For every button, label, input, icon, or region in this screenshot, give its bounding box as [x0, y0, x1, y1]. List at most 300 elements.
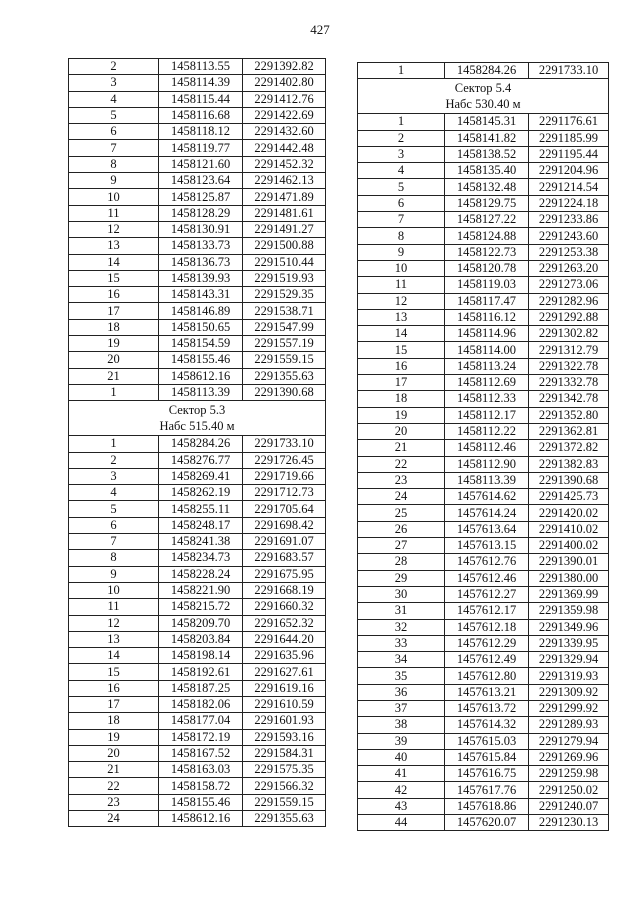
y-coordinate-cell: 2291309.92 — [529, 684, 609, 700]
table-row — [69, 745, 326, 761]
table-row — [358, 342, 609, 358]
y-coordinate-cell: 2291352.80 — [529, 407, 609, 423]
x-coordinate-cell: 1457612.80 — [445, 668, 529, 684]
y-coordinate-cell: 2291719.66 — [243, 468, 326, 484]
point-number-cell: 5 — [358, 179, 445, 195]
table-row — [69, 254, 326, 270]
table-row — [358, 554, 609, 570]
point-number-cell: 44 — [358, 815, 445, 831]
x-coordinate-cell: 1458112.90 — [445, 456, 529, 472]
table-row — [358, 619, 609, 635]
point-number-cell: 4 — [69, 91, 159, 107]
y-coordinate-cell: 2291627.61 — [243, 664, 326, 680]
y-coordinate-cell: 2291185.99 — [529, 130, 609, 146]
y-coordinate-cell: 2291705.64 — [243, 501, 326, 517]
x-coordinate-cell: 1458248.17 — [159, 517, 243, 533]
y-coordinate-cell: 2291176.61 — [529, 114, 609, 130]
y-coordinate-cell: 2291566.32 — [243, 778, 326, 794]
table-row — [358, 163, 609, 179]
point-number-cell: 2 — [69, 452, 159, 468]
table-row — [358, 538, 609, 554]
x-coordinate-cell: 1457615.03 — [445, 733, 529, 749]
x-coordinate-cell: 1458255.11 — [159, 501, 243, 517]
x-coordinate-cell: 1458135.40 — [445, 163, 529, 179]
y-coordinate-cell: 2291635.96 — [243, 648, 326, 664]
sector-title: Сектор 5.4 — [454, 81, 512, 96]
y-coordinate-cell: 2291292.88 — [529, 309, 609, 325]
point-number-cell: 9 — [69, 566, 159, 582]
y-coordinate-cell: 2291349.96 — [529, 619, 609, 635]
x-coordinate-cell: 1457616.75 — [445, 766, 529, 782]
table-row — [358, 244, 609, 260]
y-coordinate-cell: 2291390.01 — [529, 554, 609, 570]
y-coordinate-cell: 2291510.44 — [243, 254, 326, 270]
x-coordinate-cell: 1458187.25 — [159, 680, 243, 696]
y-coordinate-cell: 2291359.98 — [529, 603, 609, 619]
point-number-cell: 6 — [358, 195, 445, 211]
x-coordinate-cell: 1458177.04 — [159, 713, 243, 729]
x-coordinate-cell: 1458141.82 — [445, 130, 529, 146]
y-coordinate-cell: 2291400.02 — [529, 538, 609, 554]
y-coordinate-cell: 2291593.16 — [243, 729, 326, 745]
table-row — [358, 212, 609, 228]
table-row — [358, 815, 609, 831]
point-number-cell: 40 — [358, 749, 445, 765]
x-coordinate-cell: 1458132.48 — [445, 179, 529, 195]
table-row — [69, 436, 326, 452]
table-row — [358, 407, 609, 423]
point-number-cell: 16 — [69, 680, 159, 696]
table-row — [358, 228, 609, 244]
x-coordinate-cell: 1458125.87 — [159, 189, 243, 205]
y-coordinate-cell: 2291683.57 — [243, 550, 326, 566]
x-coordinate-cell: 1457612.49 — [445, 652, 529, 668]
sector-header-row — [358, 79, 609, 114]
point-number-cell: 16 — [69, 287, 159, 303]
y-coordinate-cell: 2291319.93 — [529, 668, 609, 684]
table-row — [358, 749, 609, 765]
point-number-cell: 37 — [358, 700, 445, 716]
y-coordinate-cell: 2291442.48 — [243, 140, 326, 156]
x-coordinate-cell: 1458155.46 — [159, 794, 243, 810]
x-coordinate-cell: 1458203.84 — [159, 631, 243, 647]
point-number-cell: 26 — [358, 521, 445, 537]
y-coordinate-cell: 2291402.80 — [243, 75, 326, 91]
table-row — [358, 782, 609, 798]
table-row — [69, 517, 326, 533]
point-number-cell: 11 — [358, 277, 445, 293]
x-coordinate-cell: 1458124.88 — [445, 228, 529, 244]
x-coordinate-cell: 1458128.29 — [159, 205, 243, 221]
x-coordinate-cell: 1457612.17 — [445, 603, 529, 619]
x-coordinate-cell: 1457613.64 — [445, 521, 529, 537]
x-coordinate-cell: 1458113.39 — [445, 472, 529, 488]
y-coordinate-cell: 2291584.31 — [243, 745, 326, 761]
point-number-cell: 12 — [69, 615, 159, 631]
sector-title: Сектор 5.3 — [168, 403, 226, 418]
point-number-cell: 10 — [358, 260, 445, 276]
table-row — [69, 680, 326, 696]
x-coordinate-cell: 1458114.96 — [445, 326, 529, 342]
y-coordinate-cell: 2291559.15 — [243, 352, 326, 368]
x-coordinate-cell: 1457618.86 — [445, 798, 529, 814]
point-number-cell: 41 — [358, 766, 445, 782]
table-row — [69, 452, 326, 468]
y-coordinate-cell: 2291362.81 — [529, 423, 609, 439]
x-coordinate-cell: 1457613.21 — [445, 684, 529, 700]
table-row — [69, 762, 326, 778]
y-coordinate-cell: 2291259.98 — [529, 766, 609, 782]
y-coordinate-cell: 2291557.19 — [243, 336, 326, 352]
table-row — [69, 352, 326, 368]
point-number-cell: 27 — [358, 538, 445, 554]
point-number-cell: 19 — [69, 729, 159, 745]
x-coordinate-cell: 1458154.59 — [159, 336, 243, 352]
table-row — [358, 505, 609, 521]
table-row — [69, 778, 326, 794]
y-coordinate-cell: 2291519.93 — [243, 270, 326, 286]
x-coordinate-cell: 1458133.73 — [159, 238, 243, 254]
point-number-cell: 18 — [69, 319, 159, 335]
y-coordinate-cell: 2291302.82 — [529, 326, 609, 342]
table-row — [69, 189, 326, 205]
y-coordinate-cell: 2291312.79 — [529, 342, 609, 358]
table-row — [69, 287, 326, 303]
x-coordinate-cell: 1457614.24 — [445, 505, 529, 521]
y-coordinate-cell: 2291471.89 — [243, 189, 326, 205]
y-coordinate-cell: 2291668.19 — [243, 582, 326, 598]
x-coordinate-cell: 1458120.78 — [445, 260, 529, 276]
y-coordinate-cell: 2291195.44 — [529, 146, 609, 162]
sector-header — [358, 79, 609, 114]
y-coordinate-cell: 2291253.38 — [529, 244, 609, 260]
x-coordinate-cell: 1458182.06 — [159, 696, 243, 712]
point-number-cell: 21 — [69, 368, 159, 384]
y-coordinate-cell: 2291425.73 — [529, 489, 609, 505]
point-number-cell: 7 — [358, 212, 445, 228]
y-coordinate-cell: 2291230.13 — [529, 815, 609, 831]
x-coordinate-cell: 1457613.15 — [445, 538, 529, 554]
table-row — [69, 59, 326, 75]
table-row — [358, 798, 609, 814]
y-coordinate-cell: 2291410.02 — [529, 521, 609, 537]
y-coordinate-cell: 2291390.68 — [529, 472, 609, 488]
x-coordinate-cell: 1457613.72 — [445, 700, 529, 716]
table-row — [69, 205, 326, 221]
x-coordinate-cell: 1458129.75 — [445, 195, 529, 211]
y-coordinate-cell: 2291698.42 — [243, 517, 326, 533]
x-coordinate-cell: 1458136.73 — [159, 254, 243, 270]
point-number-cell: 9 — [358, 244, 445, 260]
y-coordinate-cell: 2291382.83 — [529, 456, 609, 472]
point-number-cell: 2 — [358, 130, 445, 146]
x-coordinate-cell: 1458138.52 — [445, 146, 529, 162]
point-number-cell: 39 — [358, 733, 445, 749]
x-coordinate-cell: 1458612.16 — [159, 368, 243, 384]
y-coordinate-cell: 2291250.02 — [529, 782, 609, 798]
point-number-cell: 1 — [69, 384, 159, 400]
y-coordinate-cell: 2291289.93 — [529, 717, 609, 733]
point-number-cell: 20 — [358, 423, 445, 439]
x-coordinate-cell: 1458215.72 — [159, 599, 243, 615]
y-coordinate-cell: 2291481.61 — [243, 205, 326, 221]
table-row — [69, 107, 326, 123]
x-coordinate-cell: 1458228.24 — [159, 566, 243, 582]
table-row — [358, 521, 609, 537]
x-coordinate-cell: 1458115.44 — [159, 91, 243, 107]
x-coordinate-cell: 1458221.90 — [159, 582, 243, 598]
table-row — [69, 91, 326, 107]
table-row — [69, 534, 326, 550]
table-row — [69, 615, 326, 631]
x-coordinate-cell: 1457612.27 — [445, 586, 529, 602]
point-number-cell: 9 — [69, 173, 159, 189]
point-number-cell: 32 — [358, 619, 445, 635]
point-number-cell: 7 — [69, 140, 159, 156]
y-coordinate-cell: 2291279.94 — [529, 733, 609, 749]
x-coordinate-cell: 1458167.52 — [159, 745, 243, 761]
y-coordinate-cell: 2291233.86 — [529, 212, 609, 228]
table-row — [69, 368, 326, 384]
y-coordinate-cell: 2291529.35 — [243, 287, 326, 303]
x-coordinate-cell: 1458112.46 — [445, 440, 529, 456]
point-number-cell: 38 — [358, 717, 445, 733]
table-row — [358, 391, 609, 407]
y-coordinate-cell: 2291355.63 — [243, 811, 326, 827]
point-number-cell: 4 — [358, 163, 445, 179]
point-number-cell: 22 — [69, 778, 159, 794]
point-number-cell: 15 — [69, 664, 159, 680]
point-number-cell: 20 — [69, 745, 159, 761]
point-number-cell: 12 — [358, 293, 445, 309]
x-coordinate-cell: 1458114.00 — [445, 342, 529, 358]
y-coordinate-cell: 2291329.94 — [529, 652, 609, 668]
table-row — [69, 811, 326, 827]
y-coordinate-cell: 2291214.54 — [529, 179, 609, 195]
x-coordinate-cell: 1458112.33 — [445, 391, 529, 407]
x-coordinate-cell: 1458117.47 — [445, 293, 529, 309]
point-number-cell: 34 — [358, 652, 445, 668]
y-coordinate-cell: 2291204.96 — [529, 163, 609, 179]
point-number-cell: 4 — [69, 485, 159, 501]
x-coordinate-cell: 1458112.17 — [445, 407, 529, 423]
y-coordinate-cell: 2291675.95 — [243, 566, 326, 582]
table-row — [358, 440, 609, 456]
point-number-cell: 30 — [358, 586, 445, 602]
table-row — [358, 293, 609, 309]
x-coordinate-cell: 1457617.76 — [445, 782, 529, 798]
table-row — [358, 358, 609, 374]
x-coordinate-cell: 1458121.60 — [159, 156, 243, 172]
point-number-cell: 19 — [358, 407, 445, 423]
y-coordinate-cell: 2291491.27 — [243, 221, 326, 237]
y-coordinate-cell: 2291652.32 — [243, 615, 326, 631]
point-number-cell: 7 — [69, 534, 159, 550]
table-row — [358, 309, 609, 325]
table-row — [358, 326, 609, 342]
y-coordinate-cell: 2291462.13 — [243, 173, 326, 189]
y-coordinate-cell: 2291282.96 — [529, 293, 609, 309]
point-number-cell: 14 — [358, 326, 445, 342]
y-coordinate-cell: 2291619.16 — [243, 680, 326, 696]
table-row — [358, 114, 609, 130]
point-number-cell: 19 — [69, 336, 159, 352]
point-number-cell: 17 — [69, 303, 159, 319]
table-row — [69, 550, 326, 566]
y-coordinate-cell: 2291452.32 — [243, 156, 326, 172]
point-number-cell: 15 — [69, 270, 159, 286]
sector-elevation: Набс 530.40 м — [445, 97, 521, 112]
table-row — [69, 156, 326, 172]
y-coordinate-cell: 2291339.95 — [529, 635, 609, 651]
y-coordinate-cell: 2291538.71 — [243, 303, 326, 319]
y-coordinate-cell: 2291392.82 — [243, 59, 326, 75]
x-coordinate-cell: 1458119.03 — [445, 277, 529, 293]
table-row — [358, 603, 609, 619]
point-number-cell: 3 — [69, 75, 159, 91]
x-coordinate-cell: 1458269.41 — [159, 468, 243, 484]
table-row — [69, 319, 326, 335]
point-number-cell: 29 — [358, 570, 445, 586]
point-number-cell: 31 — [358, 603, 445, 619]
point-number-cell: 18 — [69, 713, 159, 729]
table-row — [358, 195, 609, 211]
table-row — [69, 468, 326, 484]
point-number-cell: 20 — [69, 352, 159, 368]
point-number-cell: 6 — [69, 124, 159, 140]
point-number-cell: 3 — [358, 146, 445, 162]
table-row — [358, 733, 609, 749]
x-coordinate-cell: 1458116.12 — [445, 309, 529, 325]
point-number-cell: 23 — [69, 794, 159, 810]
table-row — [69, 501, 326, 517]
y-coordinate-cell: 2291733.10 — [529, 63, 609, 79]
x-coordinate-cell: 1458112.22 — [445, 423, 529, 439]
point-number-cell: 2 — [69, 59, 159, 75]
table-row — [69, 124, 326, 140]
sector-header — [69, 401, 326, 436]
table-row — [69, 794, 326, 810]
y-coordinate-cell: 2291660.32 — [243, 599, 326, 615]
y-coordinate-cell: 2291712.73 — [243, 485, 326, 501]
table-row — [358, 570, 609, 586]
x-coordinate-cell: 1457614.62 — [445, 489, 529, 505]
table-row — [358, 652, 609, 668]
x-coordinate-cell: 1458113.24 — [445, 358, 529, 374]
page-number: 427 — [310, 22, 330, 37]
sector-header-row — [69, 401, 326, 436]
table-row — [69, 270, 326, 286]
y-coordinate-cell: 2291263.20 — [529, 260, 609, 276]
point-number-cell: 11 — [69, 205, 159, 221]
y-coordinate-cell: 2291575.35 — [243, 762, 326, 778]
table-row — [69, 173, 326, 189]
table-row — [69, 384, 326, 400]
x-coordinate-cell: 1458276.77 — [159, 452, 243, 468]
x-coordinate-cell: 1457612.46 — [445, 570, 529, 586]
x-coordinate-cell: 1458127.22 — [445, 212, 529, 228]
x-coordinate-cell: 1458150.65 — [159, 319, 243, 335]
x-coordinate-cell: 1458172.19 — [159, 729, 243, 745]
point-number-cell: 28 — [358, 554, 445, 570]
point-number-cell: 13 — [69, 631, 159, 647]
y-coordinate-cell: 2291243.60 — [529, 228, 609, 244]
table-row — [358, 700, 609, 716]
y-coordinate-cell: 2291342.78 — [529, 391, 609, 407]
y-coordinate-cell: 2291322.78 — [529, 358, 609, 374]
point-number-cell: 8 — [69, 550, 159, 566]
table-row — [358, 146, 609, 162]
table-row — [69, 696, 326, 712]
y-coordinate-cell: 2291547.99 — [243, 319, 326, 335]
point-number-cell: 1 — [358, 63, 445, 79]
x-coordinate-cell: 1457612.76 — [445, 554, 529, 570]
x-coordinate-cell: 1458122.73 — [445, 244, 529, 260]
x-coordinate-cell: 1458130.91 — [159, 221, 243, 237]
table-row — [69, 648, 326, 664]
x-coordinate-cell: 1458112.69 — [445, 375, 529, 391]
table-row — [358, 635, 609, 651]
point-number-cell: 17 — [69, 696, 159, 712]
y-coordinate-cell: 2291733.10 — [243, 436, 326, 452]
x-coordinate-cell: 1458612.16 — [159, 811, 243, 827]
table-row — [358, 668, 609, 684]
point-number-cell: 1 — [69, 436, 159, 452]
point-number-cell: 24 — [358, 489, 445, 505]
x-coordinate-cell: 1458284.26 — [159, 436, 243, 452]
x-coordinate-cell: 1458119.77 — [159, 140, 243, 156]
x-coordinate-cell: 1458209.70 — [159, 615, 243, 631]
x-coordinate-cell: 1458198.14 — [159, 648, 243, 664]
point-number-cell: 42 — [358, 782, 445, 798]
table-row — [69, 713, 326, 729]
table-row — [358, 684, 609, 700]
point-number-cell: 10 — [69, 582, 159, 598]
table-row — [358, 277, 609, 293]
x-coordinate-cell: 1458113.39 — [159, 384, 243, 400]
x-coordinate-cell: 1458284.26 — [445, 63, 529, 79]
y-coordinate-cell: 2291299.92 — [529, 700, 609, 716]
x-coordinate-cell: 1457612.18 — [445, 619, 529, 635]
y-coordinate-cell: 2291500.88 — [243, 238, 326, 254]
table-row — [358, 260, 609, 276]
y-coordinate-cell: 2291372.82 — [529, 440, 609, 456]
y-coordinate-cell: 2291332.78 — [529, 375, 609, 391]
y-coordinate-cell: 2291224.18 — [529, 195, 609, 211]
x-coordinate-cell: 1458113.55 — [159, 59, 243, 75]
x-coordinate-cell: 1457612.29 — [445, 635, 529, 651]
point-number-cell: 43 — [358, 798, 445, 814]
y-coordinate-cell: 2291601.93 — [243, 713, 326, 729]
point-number-cell: 5 — [69, 501, 159, 517]
x-coordinate-cell: 1457620.07 — [445, 815, 529, 831]
table-row — [358, 375, 609, 391]
x-coordinate-cell: 1458262.19 — [159, 485, 243, 501]
point-number-cell: 10 — [69, 189, 159, 205]
y-coordinate-cell: 2291422.69 — [243, 107, 326, 123]
table-row — [69, 336, 326, 352]
point-number-cell: 35 — [358, 668, 445, 684]
table-row — [69, 238, 326, 254]
y-coordinate-cell: 2291726.45 — [243, 452, 326, 468]
point-number-cell: 33 — [358, 635, 445, 651]
point-number-cell: 13 — [358, 309, 445, 325]
table-row — [358, 179, 609, 195]
table-row — [358, 63, 609, 79]
point-number-cell: 23 — [358, 472, 445, 488]
y-coordinate-cell: 2291273.06 — [529, 277, 609, 293]
y-coordinate-cell: 2291610.59 — [243, 696, 326, 712]
